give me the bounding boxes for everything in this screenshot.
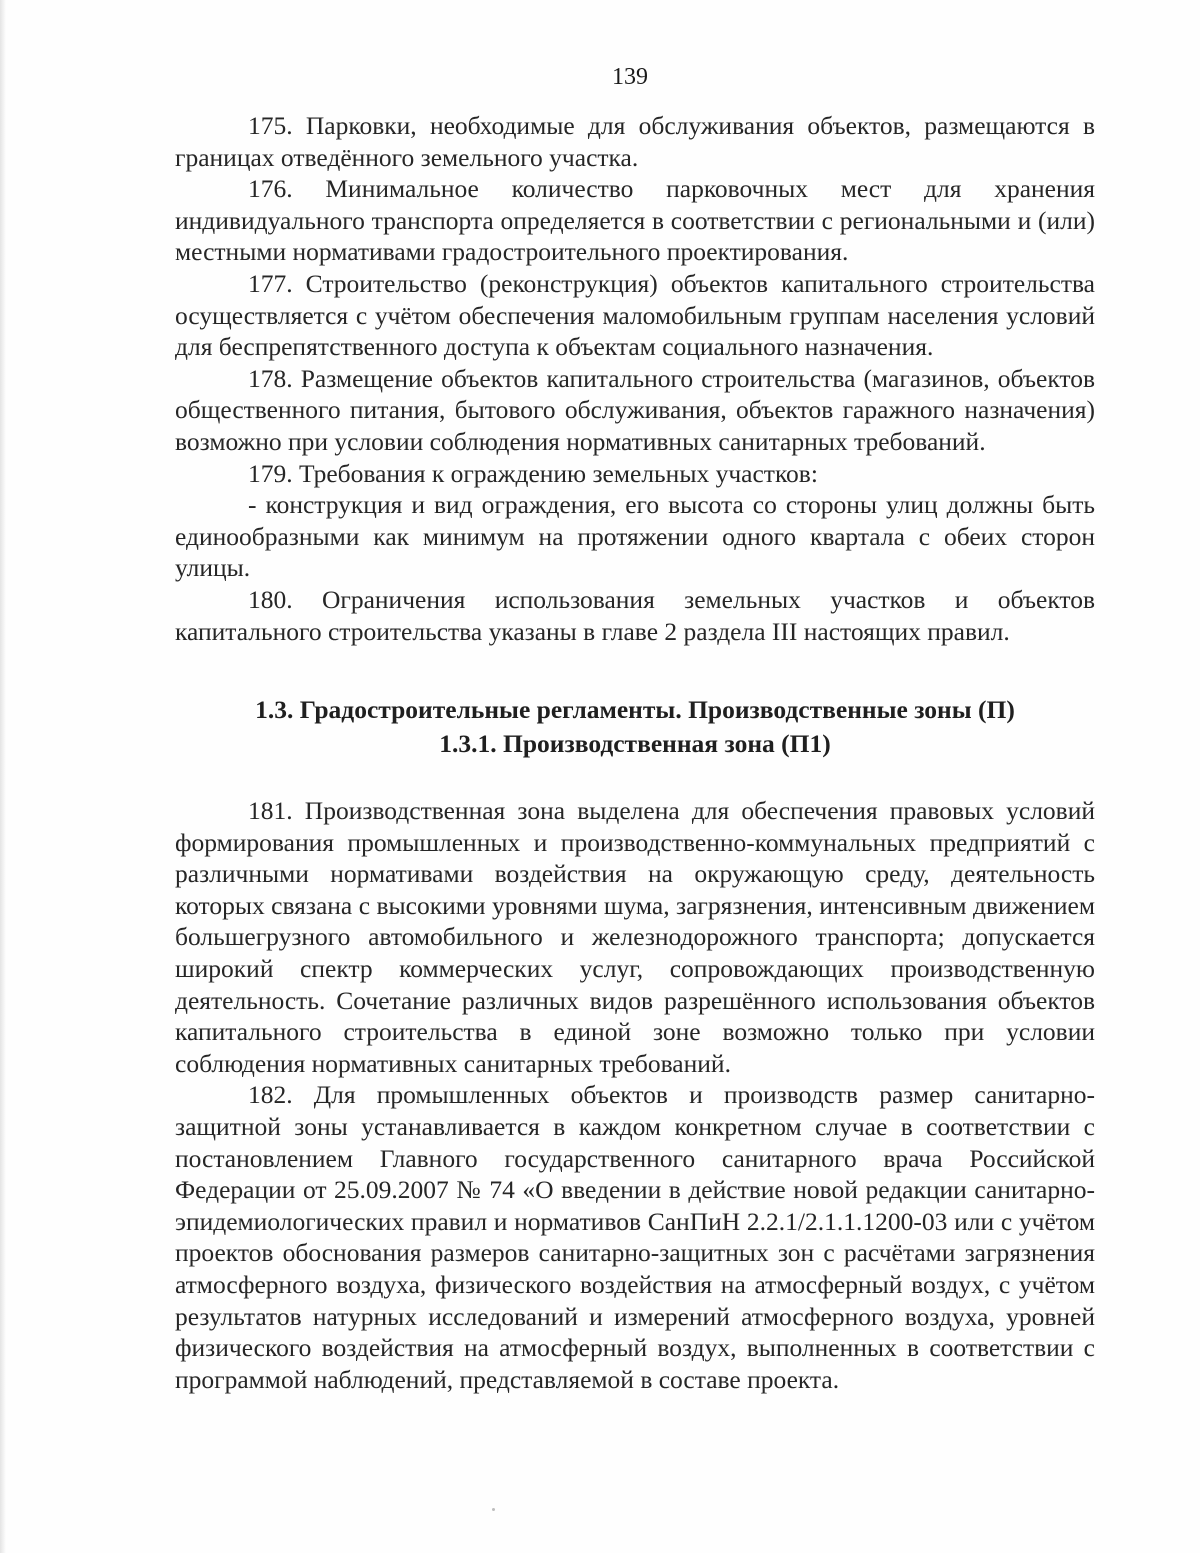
paragraph-179: 179. Требования к ограждению земельных участков: [248,458,818,488]
scan-speck [492,1508,495,1511]
paragraph-175: 175. Парковки, необходимые для обслуживания объектов, размещаются в границах отведённого земельного участка. [175,111,1095,172]
scan-edge-shadow [0,0,6,1553]
paragraph-176: 176. Минимальное количество парковочных мест для хранения индивидуального транспорта определяется в соответствии с региональными и (или) местными нормативами градостроительного проектирования. [175,174,1095,267]
section-heading [175,693,1095,761]
paragraph-182: 182. Для промышленных объектов и производств размер санитарно-защитной зоны устанавливается в каждом конкретном случае в соответствии с постановлением Главного государственного санитарного врача Российской Федерации от 25.09.2007 № 74 «О введении в действие новой редакции санитарно-эпидемиологических правил и нормативов СанПиН 2.2.1/2.1.1.1200-03 или с учётом проектов обоснования размеров санитарно-защитных зон с расчётами загрязнения атмосферного воздуха, физического воздействия на атмосферный воздух, с учётом результатов натурных исследований и измерений атмосферного воздуха, уровней физического воздействия на атмосферный воздух, выполненных в соответствии с программой наблюдений, представляемой в составе проекта. [175,1080,1095,1394]
paragraph-177: 177. Строительство (реконструкция) объектов капитального строительства осуществляется с учётом обеспечения маломобильным группам населения условий для беспрепятственного доступа к объектам социального назначения. [175,268,1095,362]
section-heading-title: 1.3. Градостроительные регламенты. Производственные зоны (П) [255,695,1015,725]
paragraph-178: 178. Размещение объектов капитального строительства (магазинов, объектов общественного питания, бытового обслуживания, объектов гаражного назначения) возможно при условии соблюдения нормативных санитарных требований. [175,363,1095,456]
paragraph-179-item: - конструкция и вид ограждения, его высота со стороны улиц должны быть единообразными как минимум на протяжении одного квартала с обеих сторон улицы. [175,490,1095,583]
document-body [175,110,1095,1395]
subsection-heading-title: 1.3.1. Производственная зона (П1) [439,729,831,759]
paragraph-180: 180. Ограничения использования земельных участков и объектов капитального строительства указаны в главе 2 раздела III настоящих правил. [175,584,1095,646]
page-number: 139 [612,64,648,90]
paragraph-181: 181. Производственная зона выделена для обеспечения правовых условий формирования промышленных и производственно-коммунальных предприятий с различными нормативами воздействия на окружающую среду, деятельность которых связана с высокими уровнями шума, загрязнения, интенсивным движением большегрузного автомобильного и железнодорожного транспорта; допускается широкий спектр коммерческих услуг, сопровождающих производственную деятельность. Сочетание различных видов разрешённого использования объектов капитального строительства в единой зоне возможно только при условии соблюдения нормативных санитарных требований. [175,796,1095,1078]
